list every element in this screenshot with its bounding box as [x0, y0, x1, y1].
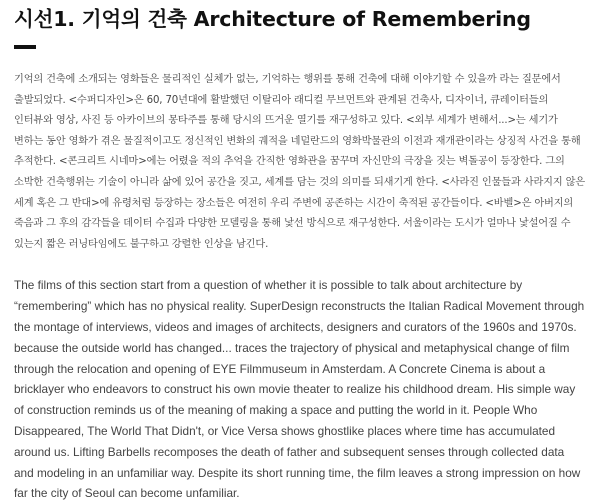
english-description: The films of this section start from a question of whether it is possible to talk about architecture by “remembering” which has no physical reality. SuperDesign reconstructs the Italian Radical Movement through the montage of interviews, videos and images of architects, designers and curators of the 1960s and 1970s. because the outside world has changed... traces the trajectory of physical and metaphysical change of film through the relocation and opening of EYE Filmmuseum in Amsterdam. A Concrete Cinema is about a bricklayer who endeavors to construct his own movie theater to realize his childhood dream. His simple way of construction reminds us of the meaning of making a space and putting the world in it. People Who Disappeared, The World That Didn't, or Vice Versa shows ghostlike places where time has accumulated around us. Lifting Barbells recomposes the death of father and subsequent senses through collected data and modeling in an unfamiliar way. Despite its short running time, the film leaves a strong impression on how far the city of Seoul can become unfamiliar.	[14, 278, 585, 501]
section-title: 시선1. 기억의 건축 Architecture of Remembering	[14, 7, 531, 31]
korean-description: 기억의 건축에 소개되는 영화들은 물리적인 실체가 없는, 기억하는 행위를 통해 건축에 대해 이야기할 수 있을까 라는 질문에서 출발되었다. <수퍼디자인>은 60, 70년대에 활발했던 이탈리아 래디컬 무브먼트와 관계된 건축사, 디자이너, 큐레이터들의 인터뷰와 영상, 사진 등 아카이브의 몽타주를 통해 당시의 뜨거운 열기를 재구성하고 있다. <외부 세계가 변해서...>는 세기가 변하는 동안 영화가 겪은 물질적이고도 정신적인 변화의 궤적을 네덜란드의 영화박물관의 이전과 재개관이라는 상징적 사건을 통해 추적한다. <콘크리트 시네마>에는 어렸을 적의 추억을 간직한 영화관을 꿈꾸며 자신만의 극장을 짓는 벽돌공이 등장한다. 그의 소박한 건축행위는 기술이 아니라 삶에 있어 공간을 짓고, 세계를 담는 것의 의미를 되새기게 한다. <사라진 인물들과 사라지지 않은 세계 혹은 그 반대>에 유령처럼 등장하는 장소들은 여전히 우리 주변에 공존하는 시간이 축적된 공간들이다. <바벨>은 아버지의 죽음과 그 후의 감각들을 데이터 수집과 다양한 모델링을 통해 낯선 방식으로 재구성한다. 서울이라는 도시가 얼마나 낯설어질 수 있는지 짧은 러닝타임에도 불구하고 강렬한 인상을 남긴다.	[14, 74, 585, 250]
title-underline	[14, 45, 36, 49]
